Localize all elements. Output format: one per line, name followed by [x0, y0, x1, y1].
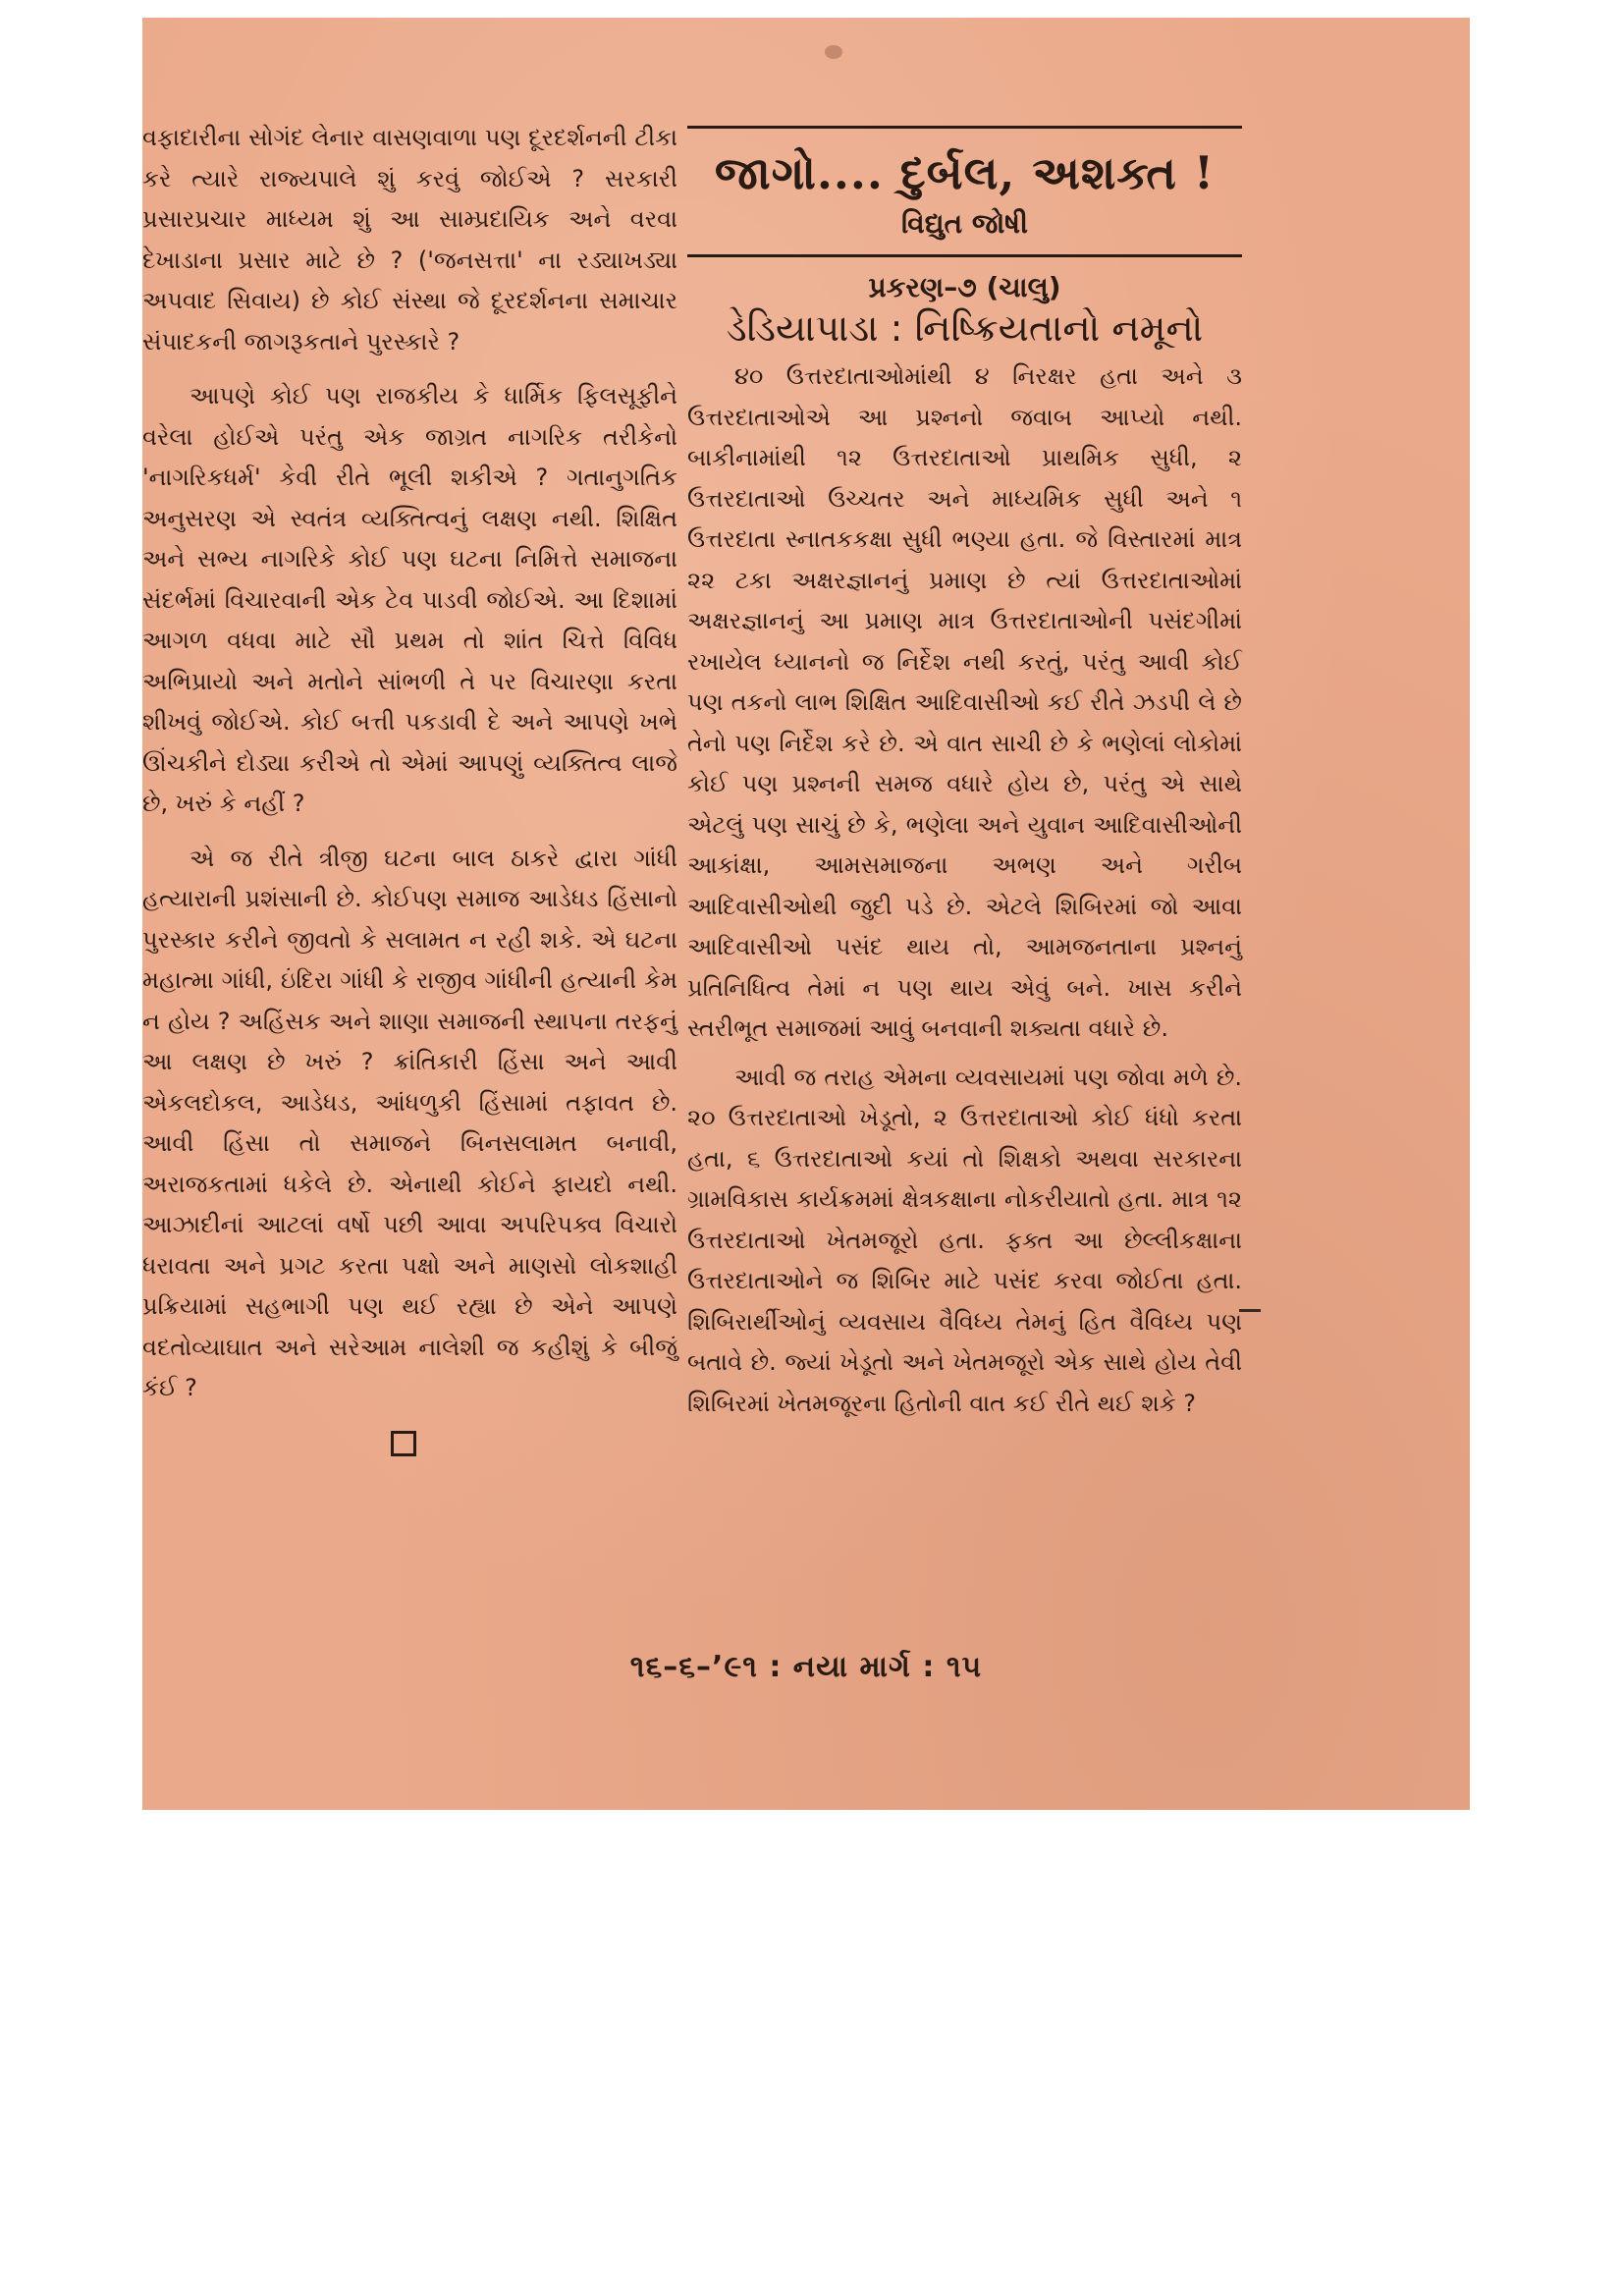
right-paragraph: ૪૦ ઉત્તરદાતાઓમાંથી ૪ નિરક્ષર હતા અને ૩ ઉત્તરદાતાઓએ આ પ્રશ્નનો જવાબ આપ્યો નથી. બાકીનામાંથી ૧૨ ઉત્તરદાતાઓ પ્રાથમિક સુધી, ૨ ઉત્તરદાતાઓ ઉચ્ચતર અને માધ્યમિક સુધી અને ૧ ઉત્તરદાતા સ્નાતકકક્ષા સુધી ભણ્યા હતા. જે વિસ્તારમાં માત્ર ૨૨ ટકા અક્ષરજ્ઞાનનું પ્રમાણ છે ત્યાં ઉત્તરદાતાઓમાં અક્ષરજ્ઞાનનું આ પ્રમાણ માત્ર ઉત્તરદાતાઓની પસંદગીમાં રખાયેલ ધ્યાનનો જ નિર્દેશ નથી કરતું, પરંતુ આવી કોઈ પણ તકનો લાભ શિક્ષિત આદિવાસીઓ કઈ રીતે ઝડપી લે છે તેનો પણ નિર્દેશ કરે છે. એ વાત સાચી છે કે ભણેલાં લોકોમાં કોઈ પણ પ્રશ્નની સમજ વધારે હોય છે, પરંતુ એ સાથે એટલું પણ સાચું છે કે, ભણેલા અને યુવાન આદિવાસીઓની આકાંક્ષા, આમસમાજના અભણ અને ગરીબ આદિવાસીઓથી જુદી પડે છે. એટલે શિબિરમાં જો આવા આદિવાસીઓ પસંદ થાય તો, આમજનતાના પ્રશ્નનું પ્રતિનિધિત્વ તેમાં ન પણ થાય એવું બને. ખાસ કરીને સ્તરીભૂત સમાજમાં આવું બનવાની શક્યતા વધારે છે. [687, 362, 1242, 1042]
margin-mark [1239, 1309, 1261, 1312]
section-subtitle: ડેડિયાપાડા : નિષ્ક્રિયતાનો નમૂનો [726, 306, 1204, 350]
article-heading: જાગો.... દુર્બલ, અશક્ત ! [714, 146, 1216, 199]
left-paragraph: એ જ રીતે ત્રીજી ઘટના બાલ ઠાકરે દ્વારા ગાંધી હત્યારાની પ્રશંસાની છે. કોઈપણ સમાજ આડેધડ હિંસાનો પુરસ્કાર કરીને જીવતો કે સલામત ન રહી શકે. એ ઘટના મહાત્મા ગાંધી, ઇંદિરા ગાંધી કે રાજીવ ગાંધીની હત્યાની કેમ ન હોય ? અહિંસક અને શાણા સમાજની સ્થાપના તરફનું આ લક્ષણ છે ખરું ? ક્રાંતિકારી હિંસા અને આવી એકલદોકલ, આડેધડ, આંધળુકી હિંસામાં તફાવત છે. આવી હિંસા તો સમાજને બિનસલામત બનાવી, અરાજકતામાં ધકેલે છે. એનાથી કોઈને ફાયદો નથી. આઝાદીનાં આટલાં વર્ષો પછી આવા અપરિપક્વ વિચારો ધરાવતા અને પ્રગટ કરતા પક્ષો અને માણસો લોકશાહી પ્રક્રિયામાં સહભાગી પણ થઈ રહ્યા છે એને આપણે વદતોવ્યાઘાત અને સરેઆમ નાલેશી જ કહીશું કે બીજું કંઈ ? [142, 844, 677, 1401]
chapter-label: પ્રકરણ–૭ (ચાલુ) [868, 271, 1061, 303]
right-column [687, 126, 1242, 1432]
bottom-rule [687, 254, 1242, 257]
author-name: વિદ્યુત જોષી [900, 207, 1029, 240]
paper-speck [825, 45, 842, 59]
top-rule [687, 126, 1242, 129]
left-column [142, 118, 677, 1456]
right-paragraph: આવી જ તરાહ એમના વ્યવસાયમાં પણ જોવા મળે છે. ૨૦ ઉત્તરદાતાઓ ખેડૂતો, ૨ ઉત્તરદાતાઓ કોઈ ધંધો કરતા હતા, ૬ ઉત્તરદાતાઓ કયાં તો શિક્ષકો અથવા સરકારના ગ્રામવિકાસ કાર્યક્રમમાં ક્ષેત્રકક્ષાના નોકરીયાતો હતા. માત્ર ૧૨ ઉત્તરદાતાઓ ખેતમજૂરો હતા. ફક્ત આ છેલ્લીકક્ષાના ઉત્તરદાતાઓને જ શિબિર માટે પસંદ કરવા જોઈતા હતા. શિબિરાર્થીઓનું વ્યવસાય વૈવિધ્ય તેમનું હિત વૈવિધ્ય પણ બતાવે છે. જ્યાં ખેડૂતો અને ખેતમજૂરો એક સાથે હોય તેવી શિબિરમાં ખેતમજૂરના હિતોની વાત કઈ રીતે થઈ શકે ? [687, 1063, 1242, 1417]
left-paragraph: વફાદારીના સોગંદ લેનાર વાસણવાળા પણ દૂરદર્શનની ટીકા કરે ત્યારે રાજ્યપાલે શું કરવું જોઈએ ? સરકારી પ્રસારપ્રચાર માધ્યમ શું આ સામ્પ્રદાયિક અને વરવા દેખાડાના પ્રસાર માટે છે ? ('જનસત્તા' ના રડ્યાખડ્યા અપવાદ સિવાય) છે કોઈ સંસ્થા જે દૂરદર્શનના સમાચાર સંપાદકની જાગરૂકતાને પુરસ્કારે ? [142, 124, 677, 355]
page-footer: ૧૬–૬–’૯૧ : નયા માર્ગ : ૧૫ [629, 1650, 983, 1684]
left-paragraph: આપણે કોઈ પણ રાજકીય કે ધાર્મિક ફિલસૂફીને વરેલા હોઈએ પરંતુ એક જાગ્રત નાગરિક તરીકેનો 'નાગરિકધર્મ' કેવી રીતે ભૂલી શકીએ ? ગતાનુગતિક અનુસરણ એ સ્વતંત્ર વ્યક્તિત્વનું લક્ષણ નથી. શિક્ષિત અને સભ્ય નાગરિકે કોઈ પણ ઘટના નિમિત્તે સમાજના સંદર્ભમાં વિચારવાની એક ટેવ પાડવી જોઈએ. આ દિશામાં આગળ વધવા માટે સૌ પ્રથમ તો શાંત ચિત્તે વિવિધ અભિપ્રાયો અને મતોને સાંભળી તે પર વિચારણા કરતા શીખવું જોઈએ. કોઈ બત્તી પકડાવી દે અને આપણે ખભે ઊંચકીને દોડ્યા કરીએ તો એમાં આપણું વ્યક્તિત્વ લાજે છે, ખરું કે નહીં ? [142, 382, 677, 817]
end-of-article-box [391, 1431, 416, 1456]
